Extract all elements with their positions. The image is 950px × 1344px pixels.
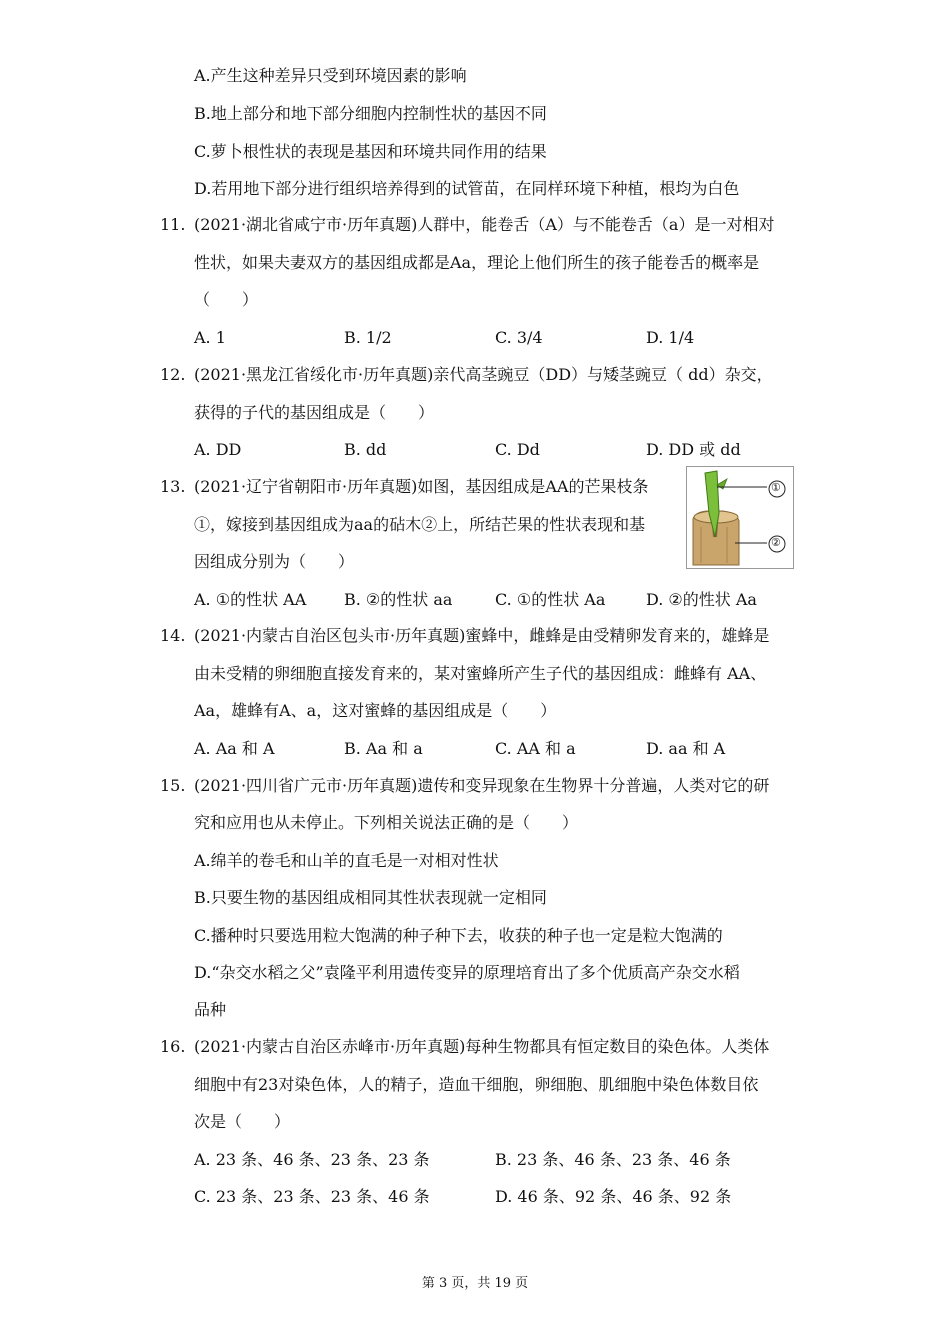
- q13-stem-line2: ①，嫁接到基因组成为aa的砧木②上，所结芒果的性状表现和基: [194, 515, 646, 534]
- q15-stem-line2: 究和应用也从未停止。下列相关说法正确的是（ ）: [194, 813, 579, 832]
- q16-option-d: D. 46 条、92 条、46 条、92 条: [495, 1187, 732, 1206]
- q16-option-a: A. 23 条、46 条、23 条、23 条: [194, 1150, 430, 1169]
- q10-option-a: A.产生这种差异只受到环境因素的影响: [194, 66, 467, 85]
- q15-option-d-line2: 品种: [194, 1000, 227, 1019]
- q15-option-d-line1: D.“杂交水稻之父”袁隆平利用遗传变异的原理培育出了多个优质高产杂交水稻: [194, 963, 740, 982]
- q12-option-c: C. Dd: [495, 440, 540, 459]
- q14-stem-line3: Aa，雄蜂有A、a，这对蜜蜂的基因组成是（ ）: [194, 701, 557, 720]
- q11-option-b: B. 1/2: [344, 328, 392, 347]
- q16-option-c: C. 23 条、23 条、23 条、46 条: [194, 1187, 430, 1206]
- q13-option-c: C. ①的性状 Aa: [495, 590, 606, 609]
- q15-option-b: B.只要生物的基因组成相同其性状表现就一定相同: [194, 888, 547, 907]
- q12-option-d: D. DD 或 dd: [646, 440, 741, 459]
- q15-stem-line1: (2021·四川省广元市·历年真题)遗传和变异现象在生物界十分普遍，人类对它的研: [194, 776, 770, 795]
- q14-option-c: C. AA 和 a: [495, 739, 576, 758]
- q16-stem-line3: 次是（ ）: [194, 1112, 291, 1131]
- q13-option-b: B. ②的性状 aa: [344, 590, 453, 609]
- q15-option-a: A.绵羊的卷毛和山羊的直毛是一对相对性状: [194, 851, 499, 870]
- q11-stem-line2: 性状，如果夫妻双方的基因组成都是Aa，理论上他们所生的孩子能卷舌的概率是: [194, 253, 760, 272]
- q16-stem-line1: (2021·内蒙古自治区赤峰市·历年真题)每种生物都具有恒定数目的染色体。人类体: [194, 1037, 770, 1056]
- page-footer: 第 3 页，共 19 页: [421, 1276, 529, 1291]
- q12-stem-line2: 获得的子代的基因组成是（ ）: [194, 403, 435, 422]
- q10-option-d: D.若用地下部分进行组织培养得到的试管苗，在同样环境下种植，根均为白色: [194, 179, 740, 198]
- q11-stem-line1: (2021·湖北省咸宁市·历年真题)人群中，能卷舌（A）与不能卷舌（a）是一对相对: [194, 215, 775, 234]
- q13-stem-line3: 因组成分别为（ ）: [194, 552, 355, 571]
- q11-option-c: C. 3/4: [495, 328, 543, 347]
- q11-option-a: A. 1: [194, 328, 226, 347]
- q11-number: 11.: [160, 215, 186, 234]
- q11-option-d: D. 1/4: [646, 328, 695, 347]
- q10-option-b: B.地上部分和地下部分细胞内控制性状的基因不同: [194, 104, 547, 123]
- figure-label-2: ②: [771, 536, 781, 549]
- q12-option-a: A. DD: [194, 440, 242, 459]
- q11-stem-line3: （ ）: [194, 290, 259, 309]
- grafting-figure: [686, 466, 794, 569]
- q14-number: 14.: [160, 626, 186, 645]
- q12-option-b: B. dd: [344, 440, 387, 459]
- q16-option-b: B. 23 条、46 条、23 条、46 条: [495, 1150, 731, 1169]
- q12-stem-line1: (2021·黑龙江省绥化市·历年真题)亲代高茎豌豆（DD）与矮茎豌豆（ dd）杂交，: [194, 365, 773, 384]
- q15-option-c: C.播种时只要选用粒大饱满的种子种下去，收获的种子也一定是粒大饱满的: [194, 926, 723, 945]
- q13-stem-line1: (2021·辽宁省朝阳市·历年真题)如图，基因组成是AA的芒果枝条: [194, 477, 649, 496]
- q16-stem-line2: 细胞中有23对染色体，人的精子，造血干细胞，卵细胞、肌细胞中染色体数目依: [194, 1075, 759, 1094]
- q13-option-a: A. ①的性状 AA: [194, 590, 307, 609]
- q15-number: 15.: [160, 776, 186, 795]
- q14-stem-line1: (2021·内蒙古自治区包头市·历年真题)蜜蜂中，雌蜂是由受精卵发育来的，雄蜂是: [194, 626, 770, 645]
- q13-number: 13.: [160, 477, 186, 496]
- q12-number: 12.: [160, 365, 186, 384]
- q14-option-b: B. Aa 和 a: [344, 739, 423, 758]
- q16-number: 16.: [160, 1037, 186, 1056]
- q14-stem-line2: 由未受精的卵细胞直接发育来的，某对蜜蜂所产生子代的基因组成：雌蜂有 AA、: [194, 664, 767, 683]
- q10-option-c: C.萝卜根性状的表现是基因和环境共同作用的结果: [194, 142, 547, 161]
- q14-option-a: A. Aa 和 A: [194, 739, 275, 758]
- figure-label-1: ①: [771, 481, 781, 494]
- q14-option-d: D. aa 和 A: [646, 739, 726, 758]
- q13-option-d: D. ②的性状 Aa: [646, 590, 757, 609]
